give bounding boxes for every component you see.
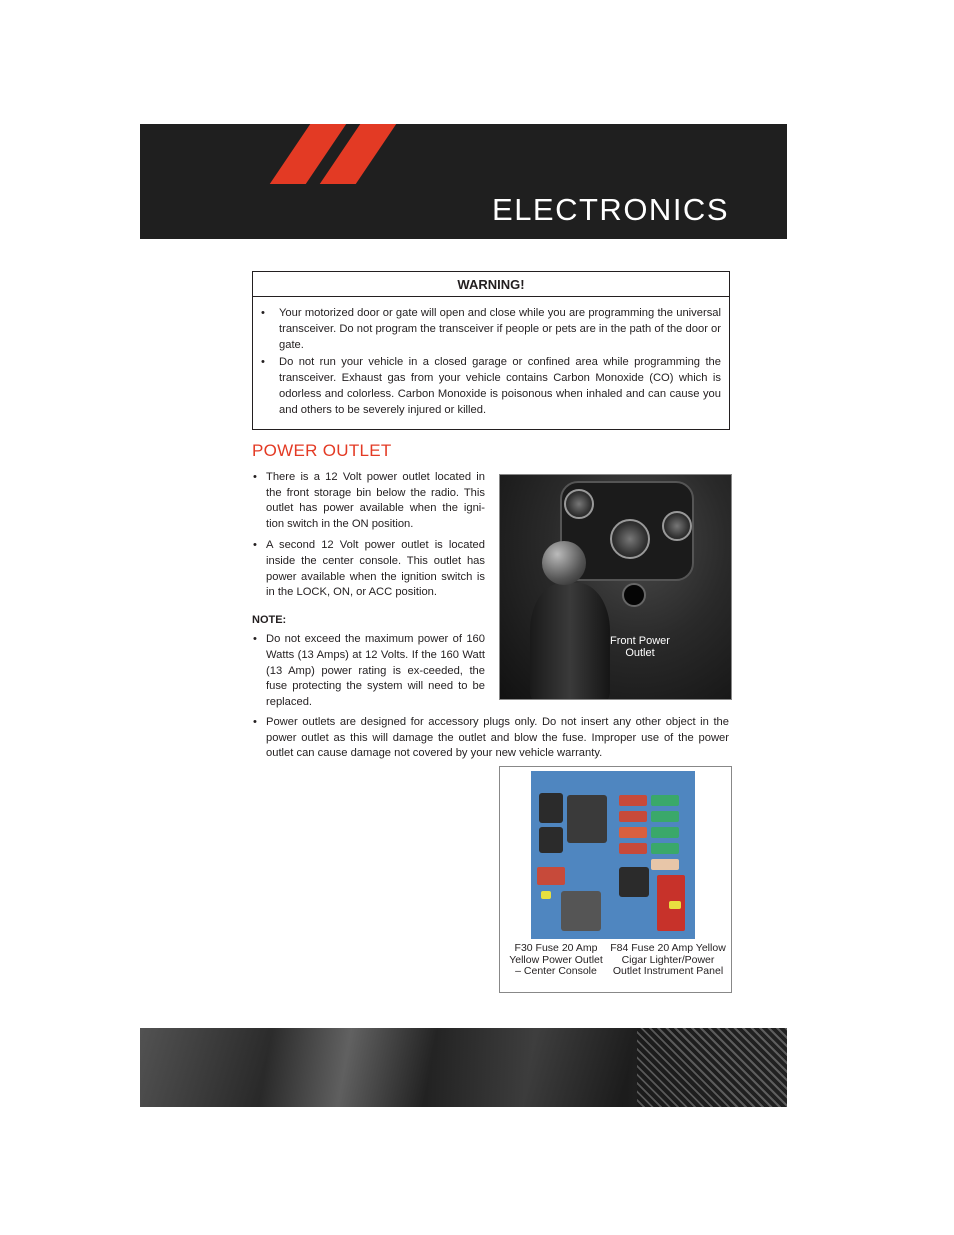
fuse-icon (619, 843, 647, 854)
knob-icon (564, 489, 594, 519)
gear-shift-knob-icon (542, 541, 586, 585)
list-item: • Do not exceed the maximum power of 160 Watts (13 Amps) at 12 Volts. If the 160 Watt (13 Amp) power rating is ex-ceeded, the fuse protecting the system will need to be replaced. (266, 632, 485, 710)
list-item: • There is a 12 Volt power outlet located in the front storage bin below the radio. This outlet has power available when the igni-tion switch in the ON position. (266, 470, 485, 532)
list-item: • A second 12 Volt power outlet is located inside the center console. This outlet has power available when the ignition switch is in the LOCK, ON, or ACC position. (266, 538, 485, 600)
warning-title: WARNING! (253, 272, 729, 297)
chapter-title: ELECTRONICS (492, 192, 729, 227)
fuse-icon (651, 859, 679, 870)
shifter-boot (530, 583, 610, 700)
photo-label: Front Power Outlet (610, 635, 670, 659)
page-number: 81 (883, 1034, 898, 1049)
fuse-box (531, 771, 695, 939)
relay-icon (561, 891, 601, 931)
knob-icon (610, 519, 650, 559)
relay-icon (539, 793, 563, 823)
footer-banner (140, 1028, 787, 1107)
fuse-icon (651, 843, 679, 854)
fuse-icon (619, 811, 647, 822)
list-item: • Power outlets are designed for accessory plugs only. Do not insert any other object in the power outlet as this will damage the outlet and blow the fuse. Improper use of the power outlet can cause damage not covered by your new vehicle warranty. (266, 715, 729, 762)
fuse-icon (651, 795, 679, 806)
relay-icon (539, 827, 563, 853)
fuse-caption-right: F84 Fuse 20 Amp Yellow Cigar Lighter/Power Outlet Instrument Panel (610, 942, 726, 978)
bullet-list (252, 470, 485, 601)
power-outlet-icon (622, 583, 646, 607)
fuse-icon (669, 901, 681, 909)
relay-icon (567, 795, 607, 843)
section-title: POWER OUTLET (252, 441, 392, 460)
text-column (252, 470, 485, 716)
fuse-icon (619, 827, 647, 838)
fuse-icon (651, 811, 679, 822)
fuse-caption-left: F30 Fuse 20 Amp Yellow Power Outlet – Center Console (509, 942, 603, 978)
warning-box (252, 271, 730, 430)
knob-icon (662, 511, 692, 541)
fuse-icon (619, 795, 647, 806)
chapter-header (140, 124, 787, 239)
warning-item: • Your motorized door or gate will open and close while you are programming the universal transceiver. Do not program the transceiver if people or pets are in the path of the door or gate. (279, 305, 721, 354)
power-outlet-photo (499, 474, 732, 700)
note-list (252, 632, 485, 710)
fuse-icon (651, 827, 679, 838)
relay-icon (619, 867, 649, 897)
grille-image (637, 1028, 787, 1107)
warning-item: • Do not run your vehicle in a closed garage or confined area while programming the transceiver. Exhaust gas from your vehicle contains Carbon Monoxide (CO) which is odorless and colorless. Carbon Monoxide is poisonous when inhaled and can cause you and others to be severely injured or killed. (279, 354, 721, 419)
note-label: NOTE: (252, 613, 287, 626)
fuse-icon (537, 867, 565, 885)
fuse-icon (541, 891, 551, 899)
warning-list (253, 297, 729, 418)
fuse-box-photo (499, 766, 732, 993)
